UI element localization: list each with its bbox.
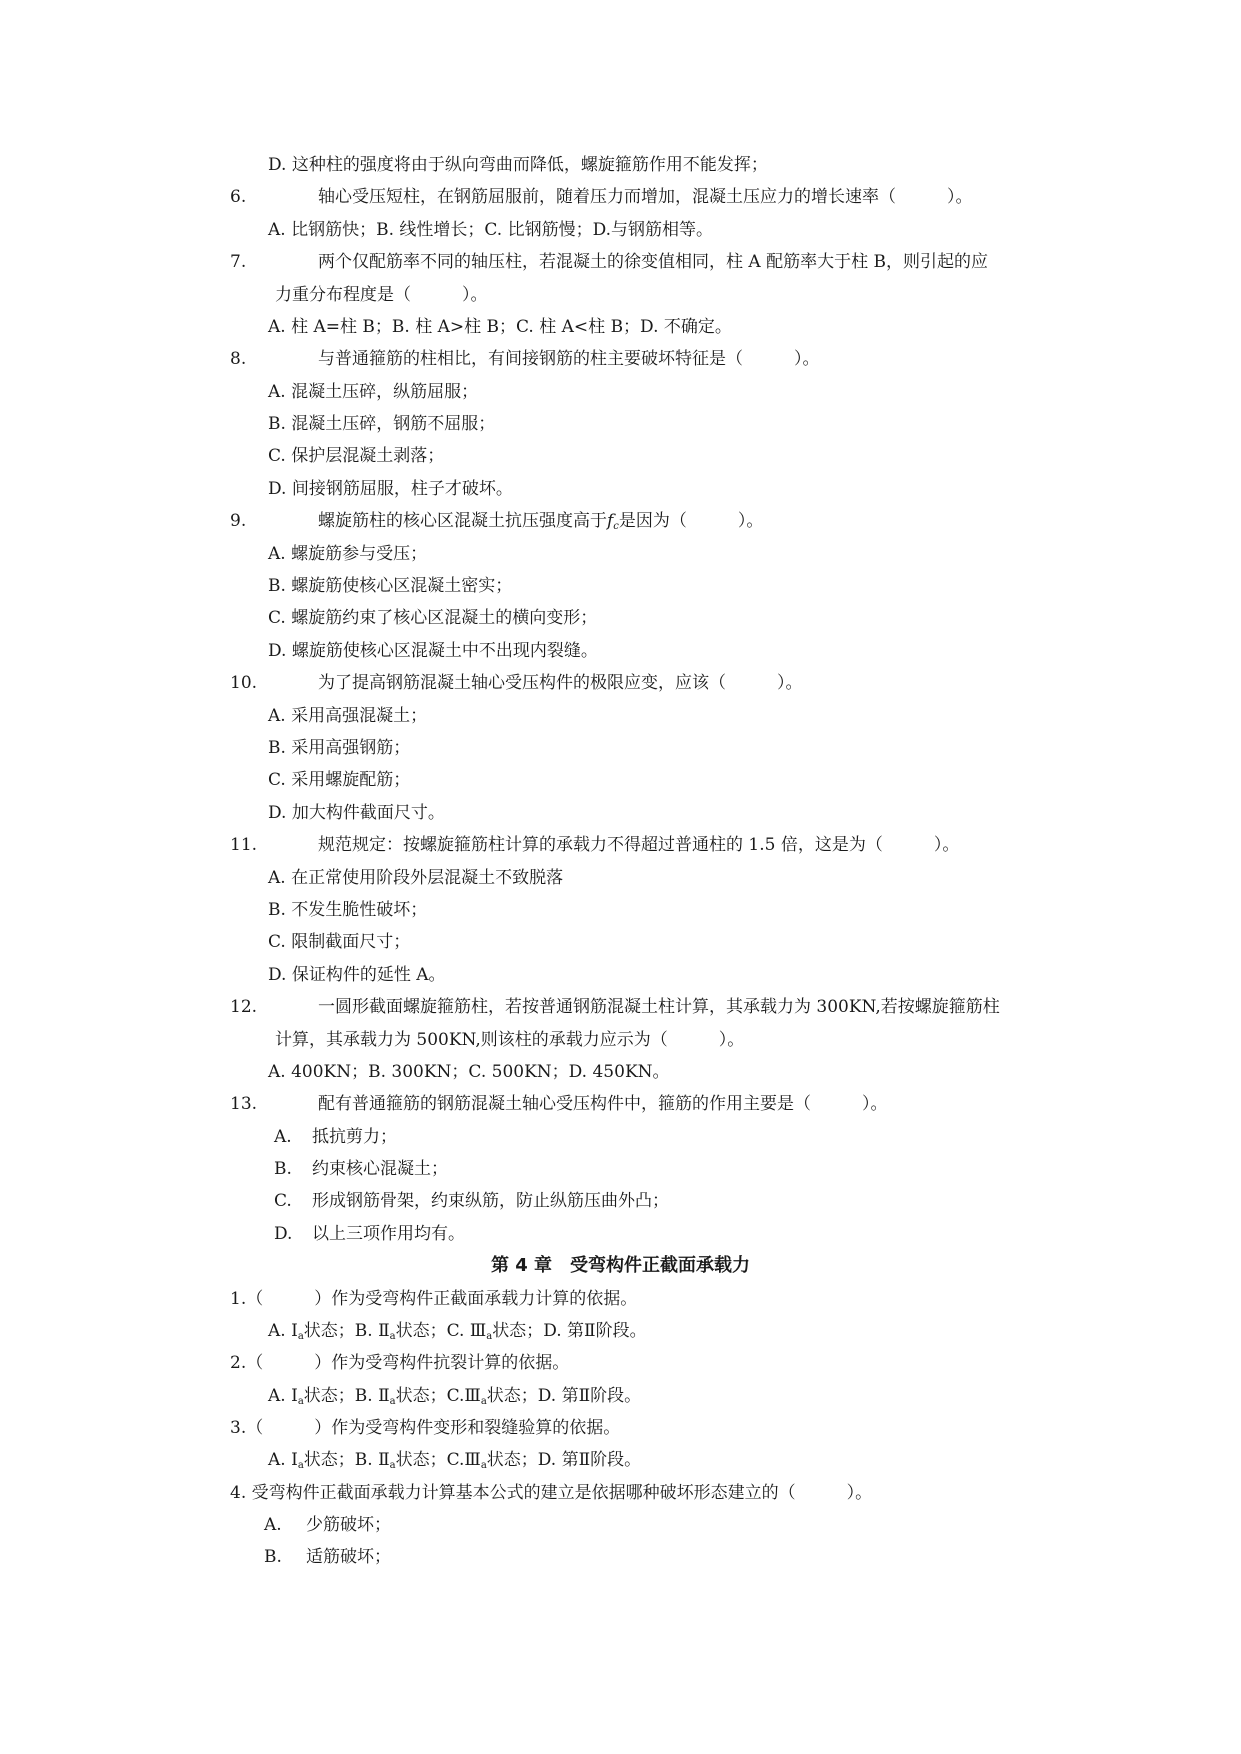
option-a-prefix: A. Ⅰ (268, 1321, 298, 1341)
question-6-text: 轴心受压短柱，在钢筋屈服前，随着压力而增加，混凝土压应力的增长速率（ ）。 (318, 187, 973, 207)
question-13-option-a: 抵抗剪力； (312, 1127, 397, 1147)
question-9-text (318, 510, 763, 532)
question-9-number: 9. (230, 511, 247, 531)
option-b-subscript: a (389, 1460, 396, 1471)
fc-symbol-letter: f (607, 511, 614, 531)
fc-symbol (607, 511, 619, 531)
option-b-prefix: B. Ⅱ (354, 1450, 390, 1470)
ch4-question-1-text: 1.（ ）作为受弯构件正截面承载力计算的依据。 (230, 1289, 638, 1309)
option-c-prefix: C.Ⅲ (446, 1386, 481, 1406)
question-7-text-line1: 两个仅配筋率不同的轴压柱，若混凝土的徐变值相同，柱 A 配筋率大于柱 B，则引起的应 (318, 252, 988, 272)
ch4-question-2-options (268, 1385, 641, 1407)
question-10-option-b: B. 采用高强钢筋； (268, 738, 411, 758)
option-a-suffix: 状态； (303, 1386, 355, 1406)
ch4-question-4-option-b: 适筋破坏； (306, 1547, 391, 1567)
question-12-options: A. 400KN；B. 300KN；C. 500KN；D. 450KN。 (268, 1062, 670, 1082)
question-13-option-a-letter: A. (274, 1127, 292, 1147)
question-11-option-c: C. 限制截面尺寸； (268, 932, 411, 952)
question-13-option-d: 以上三项作用均有。 (312, 1224, 465, 1244)
fc-symbol-subscript: c (613, 521, 619, 532)
question-7-text-line2: 力重分布程度是（ ）。 (275, 285, 488, 305)
question-8-option-b: B. 混凝土压碎，钢筋不屈服； (268, 414, 496, 434)
ch4-question-2-text: 2.（ ）作为受弯构件抗裂计算的依据。 (230, 1353, 570, 1373)
option-c-subscript: a (480, 1396, 487, 1407)
question-11-number: 11. (230, 835, 258, 855)
question-8-number: 8. (230, 349, 247, 369)
option-c-subscript: a (480, 1460, 487, 1471)
question-13-option-b-letter: B. (274, 1159, 292, 1179)
option-c-prefix: C.Ⅲ (446, 1450, 481, 1470)
ch4-question-3-text: 3.（ ）作为受弯构件变形和裂缝验算的依据。 (230, 1418, 621, 1438)
question-9-option-d: D. 螺旋筋使核心区混凝土中不出现内裂缝。 (268, 641, 598, 661)
ch4-question-4-option-b-letter: B. (264, 1547, 282, 1567)
option-b-prefix: B. Ⅱ (354, 1386, 390, 1406)
option-b-subscript: a (389, 1331, 396, 1342)
chapter-4-heading: 第 4 章 受弯构件正截面承载力 (490, 1255, 751, 1276)
question-13-number: 13. (230, 1094, 258, 1114)
q5-option-d: D. 这种柱的强度将由于纵向弯曲而降低，螺旋箍筋作用不能发挥； (268, 155, 768, 175)
option-a-subscript: a (297, 1331, 304, 1342)
question-13-option-c-letter: C. (274, 1191, 292, 1211)
question-11-option-d: D. 保证构件的延性 A。 (268, 965, 446, 985)
option-c-suffix: 状态； (486, 1386, 538, 1406)
question-8-option-a: A. 混凝土压碎，纵筋屈服； (268, 382, 479, 402)
question-7-number: 7. (230, 252, 247, 272)
question-10-text: 为了提高钢筋混凝土轴心受压构件的极限应变，应该（ ）。 (318, 673, 803, 693)
question-13-option-b: 约束核心混凝土； (312, 1159, 448, 1179)
option-c-suffix: 状态； (486, 1450, 538, 1470)
option-a-suffix: 状态； (303, 1321, 355, 1341)
question-11-option-b: B. 不发生脆性破坏； (268, 900, 428, 920)
option-d: D. 第Ⅱ阶段。 (537, 1386, 642, 1406)
question-13-text: 配有普通箍筋的钢筋混凝土轴心受压构件中，箍筋的作用主要是（ ）。 (318, 1094, 888, 1114)
ch4-question-4-text: 4. 受弯构件正截面承载力计算基本公式的建立是依据哪种破坏形态建立的（ ）。 (230, 1483, 873, 1503)
question-9-option-a: A. 螺旋筋参与受压； (268, 544, 428, 564)
question-10-option-a: A. 采用高强混凝土； (268, 706, 428, 726)
ch4-question-4-option-a: 少筋破坏； (306, 1515, 391, 1535)
option-d: D. 第Ⅱ阶段。 (537, 1450, 642, 1470)
ch4-question-1-options (268, 1320, 647, 1342)
option-b-subscript: a (389, 1396, 396, 1407)
question-9-option-b: B. 螺旋筋使核心区混凝土密实； (268, 576, 513, 596)
option-b-prefix: B. Ⅱ (354, 1321, 390, 1341)
question-7-options: A. 柱 A=柱 B；B. 柱 A>柱 B；C. 柱 A<柱 B；D. 不确定。 (268, 317, 732, 337)
option-a-suffix: 状态； (303, 1450, 355, 1470)
question-6-number: 6. (230, 187, 247, 207)
question-9-option-c: C. 螺旋筋约束了核心区混凝土的横向变形； (268, 608, 598, 628)
option-a-subscript: a (297, 1460, 304, 1471)
option-d: D. 第Ⅱ阶段。 (543, 1321, 647, 1341)
question-9-text-before: 螺旋筋柱的核心区混凝土抗压强度高于 (318, 511, 607, 531)
question-10-option-d: D. 加大构件截面尺寸。 (268, 803, 445, 823)
option-c-subscript: a (486, 1331, 493, 1342)
question-12-text-line2: 计算，其承载力为 500KN,则该柱的承载力应示为（ ）。 (275, 1030, 745, 1050)
option-c-prefix: C. Ⅲ (446, 1321, 487, 1341)
question-8-text: 与普通箍筋的柱相比，有间接钢筋的柱主要破坏特征是（ ）。 (318, 349, 820, 369)
question-12-text-line1: 一圆形截面螺旋箍筋柱，若按普通钢筋混凝土柱计算，其承载力为 300KN,若按螺旋箍筋柱 (318, 997, 1000, 1017)
question-13-option-d-letter: D. (274, 1224, 293, 1244)
ch4-question-3-options (268, 1449, 641, 1471)
option-b-suffix: 状态； (395, 1450, 447, 1470)
option-a-prefix: A. Ⅰ (268, 1450, 298, 1470)
option-a-subscript: a (297, 1396, 304, 1407)
question-12-number: 12. (230, 997, 258, 1017)
option-c-suffix: 状态； (492, 1321, 544, 1341)
question-9-text-after: 是因为（ ）。 (618, 511, 764, 531)
question-13-option-c: 形成钢筋骨架，约束纵筋，防止纵筋压曲外凸； (312, 1191, 669, 1211)
question-8-option-c: C. 保护层混凝土剥落； (268, 446, 445, 466)
ch4-question-4-option-a-letter: A. (264, 1515, 282, 1535)
option-b-suffix: 状态； (395, 1321, 447, 1341)
question-6-options: A. 比钢筋快；B. 线性增长；C. 比钢筋慢；D.与钢筋相等。 (268, 220, 714, 240)
question-10-number: 10. (230, 673, 258, 693)
question-11-text: 规范规定：按螺旋箍筋柱计算的承载力不得超过普通柱的 1.5 倍，这是为（ ）。 (318, 835, 960, 855)
option-b-suffix: 状态； (395, 1386, 447, 1406)
option-a-prefix: A. Ⅰ (268, 1386, 298, 1406)
question-10-option-c: C. 采用螺旋配筋； (268, 770, 411, 790)
question-11-option-a: A. 在正常使用阶段外层混凝土不致脱落 (268, 868, 564, 888)
question-8-option-d: D. 间接钢筋屈服，柱子才破坏。 (268, 479, 513, 499)
